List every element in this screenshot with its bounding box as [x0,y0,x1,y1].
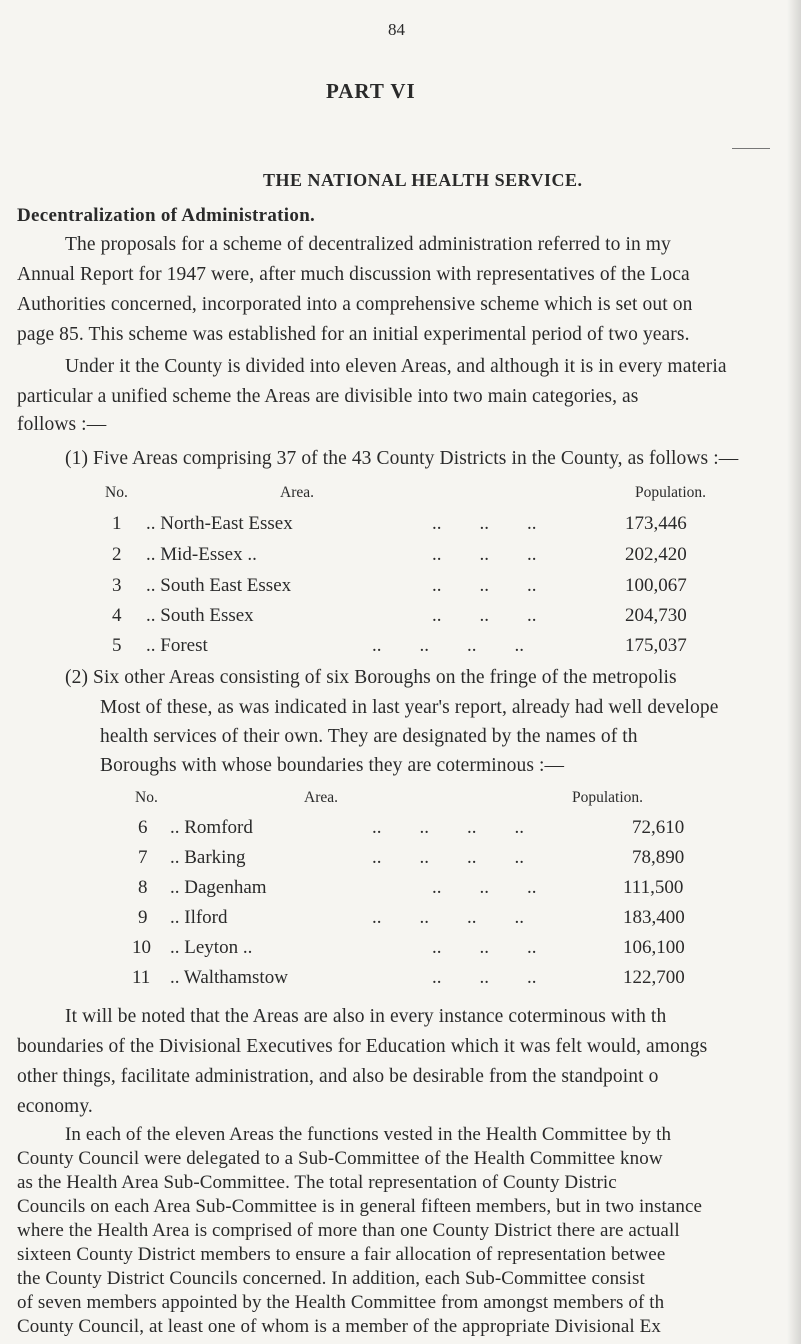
part-title: PART VI [326,79,416,103]
margin-rule [732,148,770,149]
row-number: 5 [112,635,122,656]
paragraph-line: The proposals for a scheme of decentralized administration referred to in my [65,234,671,255]
paragraph-line: health services of their own. They are designated by the names of th [100,726,638,747]
row-population: 202,420 [625,544,687,565]
page-number: 84 [388,20,405,39]
row-population: 204,730 [625,605,687,626]
paragraph-line: economy. [17,1096,93,1117]
column-header-area: Area. [304,789,338,806]
row-leader-dots: .. .. .. .. [372,817,524,838]
paragraph-line: County Council, at least one of whom is a member of the appropriate Divisional Ex [17,1316,661,1337]
row-leader-dots: .. .. .. [432,605,537,626]
column-header-population: Population. [635,484,707,501]
row-area: .. Forest [146,635,208,656]
row-leader-dots: .. .. .. [432,544,537,565]
row-population: 78,890 [632,847,685,868]
row-leader-dots: .. .. .. .. [372,907,524,928]
row-area: .. Barking [170,847,246,868]
row-leader-dots: .. .. .. [432,513,537,534]
row-leader-dots: .. .. .. [432,877,537,898]
paragraph-line: (2) Six other Areas consisting of six Boroughs on the fringe of the metropolis [65,667,677,688]
row-number: 3 [112,575,122,596]
paragraph-line: where the Health Area is comprised of more than one County District there are actuall [17,1220,680,1241]
row-population: 175,037 [625,635,687,656]
row-number: 11 [132,967,151,988]
row-population: 106,100 [623,937,685,958]
row-area: .. Dagenham [170,877,267,898]
row-area: .. Mid-Essex .. [146,544,257,565]
row-population: 111,500 [623,877,684,898]
row-area: .. Walthamstow [170,967,288,988]
row-number: 2 [112,544,122,565]
column-header-population: Population. [572,789,644,806]
paragraph-line: Most of these, as was indicated in last year's report, already had well develope [100,697,719,718]
row-area: .. Romford [170,817,253,838]
row-number: 1 [112,513,122,534]
page-edge-shadow [787,0,801,1344]
row-area: .. Leyton .. [170,937,253,958]
paragraph-line: the County District Councils concerned. In addition, each Sub-Committee consist [17,1268,645,1289]
paragraph-line: of seven members appointed by the Health Committee from amongst members of th [17,1292,665,1313]
paragraph-line: follows :— [17,414,107,435]
paragraph-line: County Council were delegated to a Sub-Committee of the Health Committee know [17,1148,663,1169]
row-area: .. Ilford [170,907,228,928]
row-number: 8 [138,877,148,898]
section-title: THE NATIONAL HEALTH SERVICE. [263,170,583,190]
paragraph-line: In each of the eleven Areas the functions vested in the Health Committee by th [65,1124,672,1145]
row-population: 183,400 [623,907,685,928]
row-leader-dots: .. .. .. .. [372,635,524,656]
row-leader-dots: .. .. .. [432,575,537,596]
list-item-1: (1) Five Areas comprising 37 of the 43 County Districts in the County, as follows :— [65,448,739,469]
paragraph-line: Authorities concerned, incorporated into a comprehensive scheme which is set out on [17,294,693,315]
paragraph-line: sixteen County District members to ensure a fair allocation of representation betwee [17,1244,666,1265]
row-number: 9 [138,907,148,928]
row-number: 6 [138,817,148,838]
row-population: 173,446 [625,513,687,534]
row-area: .. South Essex [146,605,254,626]
paragraph-line: other things, facilitate administration, and also be desirable from the standpoint o [17,1066,659,1087]
row-population: 100,067 [625,575,687,596]
row-number: 10 [132,937,151,958]
paragraph-line: boundaries of the Divisional Executives for Education which it was felt would, amongs [17,1036,708,1057]
row-leader-dots: .. .. .. .. [372,847,524,868]
row-population: 72,610 [632,817,685,838]
column-header-no: No. [105,484,128,501]
row-leader-dots: .. .. .. [432,967,537,988]
row-number: 7 [138,847,148,868]
row-leader-dots: .. .. .. [432,937,537,958]
row-area: .. South East Essex [146,575,292,596]
column-header-area: Area. [280,484,314,501]
subsection-title: Decentralization of Administration. [17,205,316,226]
row-population: 122,700 [623,967,685,988]
paragraph-line: Annual Report for 1947 were, after much discussion with representatives of the Loca [17,264,690,285]
row-area: .. North-East Essex [146,513,293,534]
paragraph-line: particular a unified scheme the Areas are divisible into two main categories, as [17,386,639,407]
column-header-no: No. [135,789,158,806]
paragraph-line: page 85. This scheme was established for an initial experimental period of two years. [17,324,690,345]
paragraph-line: Councils on each Area Sub-Committee is in general fifteen members, but in two instance [17,1196,703,1217]
row-number: 4 [112,605,122,626]
paragraph-line: as the Health Area Sub-Committee. The total representation of County Distric [17,1172,617,1193]
paragraph-line: Under it the County is divided into eleven Areas, and although it is in every materia [65,356,727,377]
paragraph-line: Boroughs with whose boundaries they are coterminous :— [100,755,565,776]
paragraph-line: It will be noted that the Areas are also in every instance coterminous with th [65,1006,667,1027]
